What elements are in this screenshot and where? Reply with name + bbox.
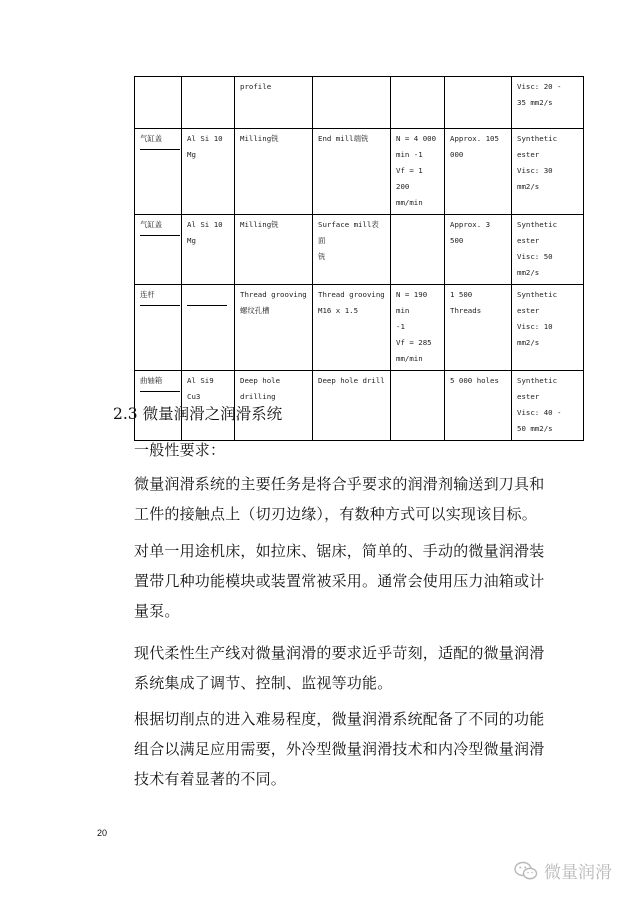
table-cell	[512, 215, 584, 285]
cell-underline	[140, 391, 180, 392]
cell-text: Approx. 3 500	[450, 220, 491, 245]
machining-parameters-table	[134, 76, 584, 441]
cell-text: Al Si 10 Mg	[187, 134, 223, 159]
cell-text: Visc: 20 - 35 mm2/s	[517, 82, 562, 107]
table-cell	[445, 285, 512, 371]
table-row	[135, 215, 584, 285]
table-cell	[182, 77, 235, 129]
table-cell	[445, 77, 512, 129]
cell-text: Milling铣	[240, 220, 279, 229]
paragraph-line: 一般性要求：	[134, 441, 226, 459]
table-cell	[182, 285, 235, 371]
cell-text: Thread grooving 螺纹孔槽	[240, 290, 307, 315]
table-cell	[391, 129, 445, 215]
table-cell	[235, 129, 313, 215]
table-row	[135, 77, 584, 129]
cell-underline	[187, 305, 227, 306]
cell-underline	[140, 149, 180, 150]
cell-underline	[140, 305, 180, 306]
table-cell	[512, 371, 584, 441]
paragraph-line: 微量润滑系统的主要任务是将合乎要求的润滑剂输送到刀具和	[134, 475, 545, 493]
table-cell	[313, 215, 391, 285]
table-cell	[182, 129, 235, 215]
table-cell	[391, 371, 445, 441]
page-number: 20	[97, 828, 108, 838]
cell-text: 曲轴箱	[140, 376, 163, 385]
table-cell	[512, 285, 584, 371]
table-cell	[445, 371, 512, 441]
cell-text: Al Si 10 Mg	[187, 220, 223, 245]
table-cell	[313, 77, 391, 129]
table-cell	[512, 129, 584, 215]
table-cell	[313, 285, 391, 371]
watermark	[514, 858, 612, 883]
cell-text: N = 4 000 min -1 Vf = 1 200 mm/min	[396, 134, 437, 207]
paragraph-single-purpose	[134, 536, 554, 626]
table-cell	[445, 215, 512, 285]
paragraph-cutting-access	[134, 704, 554, 794]
table-cell	[313, 371, 391, 441]
table-cell	[235, 77, 313, 129]
paragraph-line: 对单一用途机床，如拉床、锯床，简单的、手动的微量润滑装	[134, 542, 545, 560]
table-row	[135, 129, 584, 215]
cell-text: Thread grooving M16 x 1.5	[318, 290, 385, 315]
cell-underline	[140, 235, 180, 236]
cell-text: 5 000 holes	[450, 376, 499, 385]
table-cell	[135, 129, 182, 215]
table-cell	[182, 215, 235, 285]
cell-text: Deep hole drilling	[240, 376, 281, 401]
watermark-text: 微量润滑	[544, 863, 612, 883]
table-cell	[445, 129, 512, 215]
table-cell	[135, 215, 182, 285]
table-cell	[235, 285, 313, 371]
cell-text: Surface mill表面 铣	[318, 220, 379, 261]
cell-text: Deep hole drill	[318, 376, 385, 385]
cell-text: Synthetic ester Visc: 30 mm2/s	[517, 134, 558, 191]
table-cell	[235, 215, 313, 285]
cell-text: Approx. 105 000	[450, 134, 499, 159]
cell-text: Synthetic ester Visc: 10 mm2/s	[517, 290, 558, 347]
paragraph-general-requirements	[134, 435, 554, 465]
cell-text: 气缸盖	[140, 220, 163, 229]
cell-text: 气缸盖	[140, 134, 163, 143]
cell-text: Al Si9 Cu3	[187, 376, 214, 401]
paragraph-flexible-lines	[134, 638, 554, 698]
cell-text: 1 500 Threads	[450, 290, 482, 315]
table-cell	[512, 77, 584, 129]
table-cell	[135, 285, 182, 371]
cell-text: Milling铣	[240, 134, 279, 143]
paragraph-line: 量泵。	[134, 602, 180, 620]
cell-text: N = 190 min -1 Vf = 285 mm/min	[396, 290, 432, 363]
table-cell	[313, 129, 391, 215]
paragraph-main-task	[134, 469, 554, 529]
paragraph-line: 置带几种功能模块或装置常被采用。通常会使用压力油箱或计	[134, 572, 545, 590]
cell-text: Synthetic ester Visc: 40 - 50 mm2/s	[517, 376, 562, 433]
paragraph-line: 工件的接触点上（切刃边缘），有数种方式可以实现该目标。	[134, 505, 537, 523]
table-cell	[391, 215, 445, 285]
paragraph-line: 技术有着显著的不同。	[134, 770, 287, 788]
paragraph-line: 组合以满足应用需要，外冷型微量润滑技术和内冷型微量润滑	[134, 740, 545, 758]
table-cell	[391, 285, 445, 371]
paragraph-line: 系统集成了调节、控制、监视等功能。	[134, 674, 393, 692]
cell-text: profile	[240, 82, 272, 91]
wechat-icon	[514, 861, 538, 881]
table-cell	[391, 77, 445, 129]
table-row	[135, 285, 584, 371]
table-cell	[135, 77, 182, 129]
cell-text: 连杆	[140, 290, 155, 299]
cell-text: End mill端铣	[318, 134, 369, 143]
cell-text: Synthetic ester Visc: 50 mm2/s	[517, 220, 558, 277]
section-title: 2.3 微量润滑之润滑系统	[113, 405, 283, 423]
paragraph-line: 根据切削点的进入难易程度，微量润滑系统配备了不同的功能	[134, 710, 545, 728]
paragraph-line: 现代柔性生产线对微量润滑的要求近乎苛刻，适配的微量润滑	[134, 644, 545, 662]
